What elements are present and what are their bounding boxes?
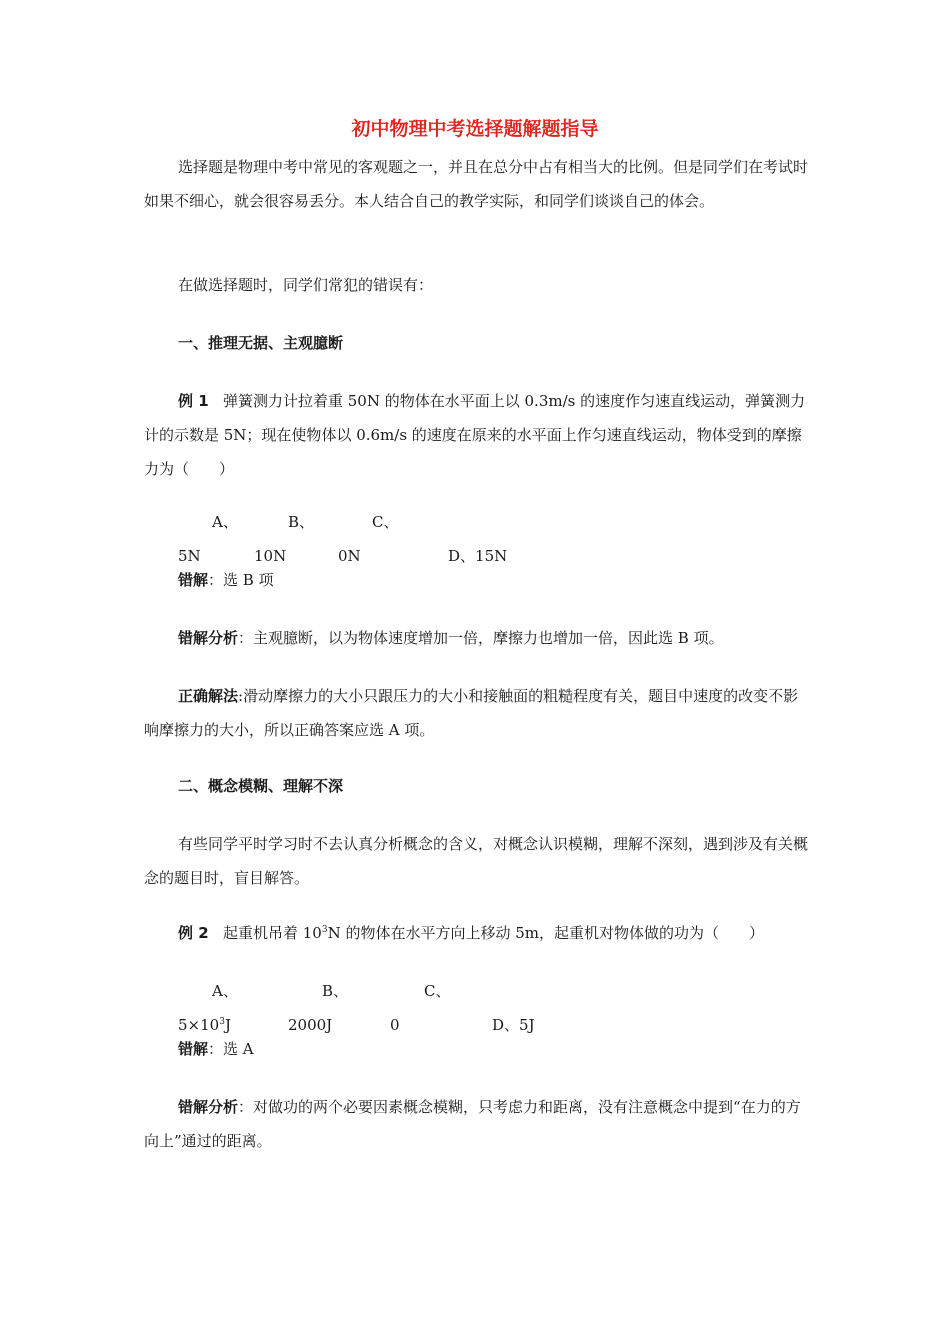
page-title: 初中物理中考选择题解题指导: [351, 118, 599, 140]
example1-analysis: [144, 621, 812, 655]
example2-paragraph: [144, 916, 812, 950]
section2-heading: 二、概念模糊、理解不深: [178, 777, 344, 795]
option-a-unit: J: [224, 1016, 231, 1034]
wrong-answer-text: ：选 B 项: [208, 571, 274, 589]
option-a-base: A、5×10: [178, 982, 238, 1034]
intro-paragraph: 选择题是物理中考中常见的客观题之一，并且在总分中占有相当大的比例。但是同学们在考试时如果不细心，就会很容易丢分。本人结合自己的教学实际，和同学们谈谈自己的体会。: [144, 158, 809, 210]
example1-option-b: B、10N: [254, 513, 315, 565]
analysis-text: ：主观臆断，以为物体速度增加一倍，摩擦力也增加一倍，因此选 B 项。: [238, 629, 724, 647]
correct-solution-text: :滑动摩擦力的大小只跟压力的大小和接触面的粗糙程度有关，题目中速度的改变不影响摩擦力的大小，所以正确答案应选 A 项。: [144, 687, 799, 739]
lead-paragraph: 在做选择题时，同学们常犯的错误有：: [178, 276, 434, 294]
wrong-answer-label: 错解: [178, 1040, 209, 1058]
example2-exponent: 3: [321, 925, 328, 935]
example1-paragraph: [144, 384, 812, 486]
correct-solution-label: 正确解法: [178, 687, 239, 705]
wrong-answer-text: ：选 A: [208, 1040, 254, 1058]
section1-heading: 一、推理无据、主观臆断: [178, 334, 344, 352]
example1-option-a: A、5N: [178, 513, 238, 565]
section2-intro: 有些同学平时学习时不去认真分析概念的含义，对概念认识模糊，理解不深刻，遇到涉及有关概念的题目时，盲目解答。: [144, 835, 809, 887]
analysis-text: ：对做功的两个必要因素概念模糊，只考虑力和距离，没有注意概念中提到“在力的方向上”通过的距离。: [144, 1098, 801, 1150]
example2-text-post: N 的物体在水平方向上移动 5m，起重机对物体做的功为（ ）: [327, 924, 765, 942]
option-a-exponent: 3: [219, 1017, 225, 1027]
example1-option-d: D、15N: [448, 547, 508, 565]
example2-text-pre: 起重机吊着 10: [222, 924, 322, 942]
example2-option-d: D、5J: [492, 1016, 535, 1034]
example1-correct-solution: [144, 679, 812, 747]
wrong-answer-label: 错解: [178, 571, 209, 589]
analysis-label: 错解分析: [178, 1098, 239, 1116]
example2-analysis: [144, 1090, 812, 1158]
example1-label: 例 1: [178, 392, 209, 410]
example2-option-c: C、0: [390, 982, 451, 1034]
example2-wrong-answer: [144, 1032, 812, 1066]
example1-text: 弹簧测力计拉着重 50N 的物体在水平面上以 0.3m/s 的速度作匀速直线运动，弹簧测力计的示数是 5N；现在使物体以 0.6m/s 的速度在原来的水平面上作匀速直线运动，物体受到的摩擦力为（ ）: [144, 392, 806, 478]
example2-label: 例 2: [178, 924, 209, 942]
example1-wrong-answer: [144, 563, 812, 597]
example1-option-c: C、0N: [338, 513, 399, 565]
analysis-label: 错解分析: [178, 629, 239, 647]
example2-option-b: B、2000J: [288, 982, 349, 1034]
